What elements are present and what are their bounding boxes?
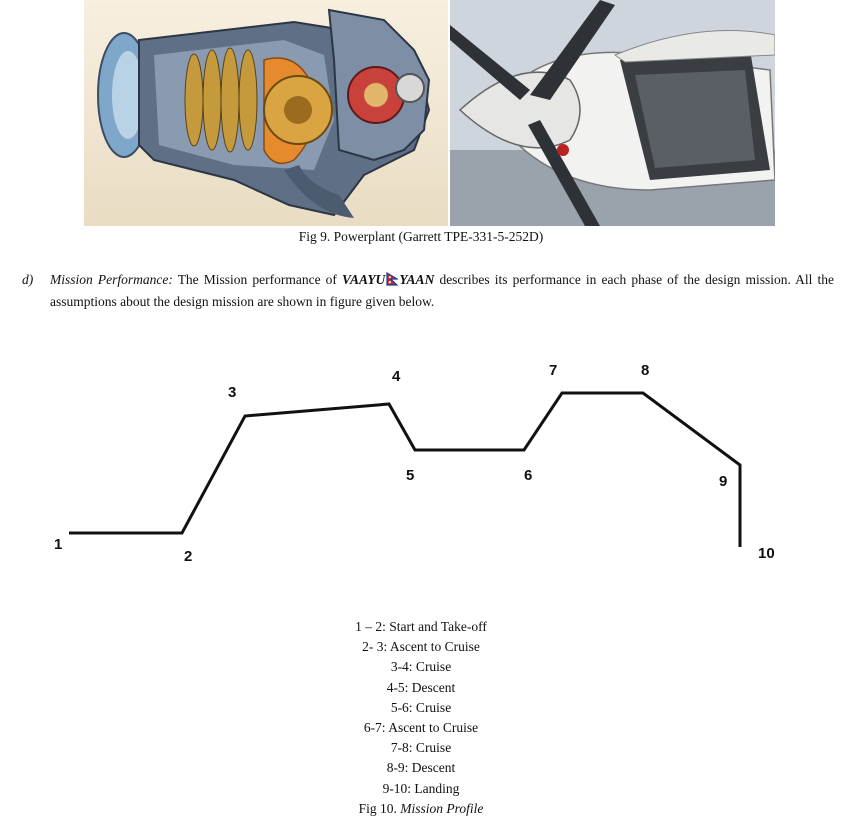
legend-item: 7-8: Cruise [390,740,452,756]
legend-item: 4-5: Descent [386,679,456,695]
fig9-caption: Fig 9. Powerplant (Garrett TPE-331-5-252D) [298,229,544,244]
mission-performance-paragraph [22,270,834,312]
fig10-title: Mission Profile [400,800,484,816]
aircraft-name-part2: YAAN [399,272,435,287]
fig10-caption [0,799,842,819]
aircraft-name-part1: VAAYU [342,272,386,287]
paragraph-label: d) [22,272,34,287]
propeller-nacelle-image [450,0,775,226]
point-label-7: 7 [549,362,558,379]
point-label-4: 4 [392,368,401,385]
point-label-1: 1 [54,536,63,553]
mission-profile-legend [0,617,842,819]
mission-profile-diagram [0,350,842,580]
paragraph-text-before-name: The Mission performance of [177,272,337,287]
point-label-10: 10 [758,545,775,562]
legend-item: 5-6: Cruise [390,699,452,715]
paragraph-heading: Mission Performance: [50,272,173,287]
point-label-9: 9 [719,473,728,490]
point-label-5: 5 [406,467,415,484]
legend-item: 9-10: Landing [382,780,460,796]
nepal-flag-icon [386,272,398,292]
fig10-prefix: Fig 10. [358,800,397,816]
legend-item: 3-4: Cruise [390,659,452,675]
legend-item: 6-7: Ascent to Cruise [363,720,479,736]
legend-item: 2- 3: Ascent to Cruise [362,639,480,655]
point-label-8: 8 [641,362,650,379]
legend-item: 8-9: Descent [386,760,456,776]
mission-profile-line [69,393,740,547]
point-label-3: 3 [228,384,237,401]
point-label-2: 2 [184,548,193,565]
legend-item: 1 – 2: Start and Take-off [355,619,487,634]
powerplant-photos [84,0,775,226]
paragraph-text-after-name: describes its performance in each phase of the design mission. All the assumptions about the design mission are shown in figure given below. [50,272,835,309]
engine-cutaway-image [84,0,448,226]
point-label-6: 6 [524,467,533,484]
